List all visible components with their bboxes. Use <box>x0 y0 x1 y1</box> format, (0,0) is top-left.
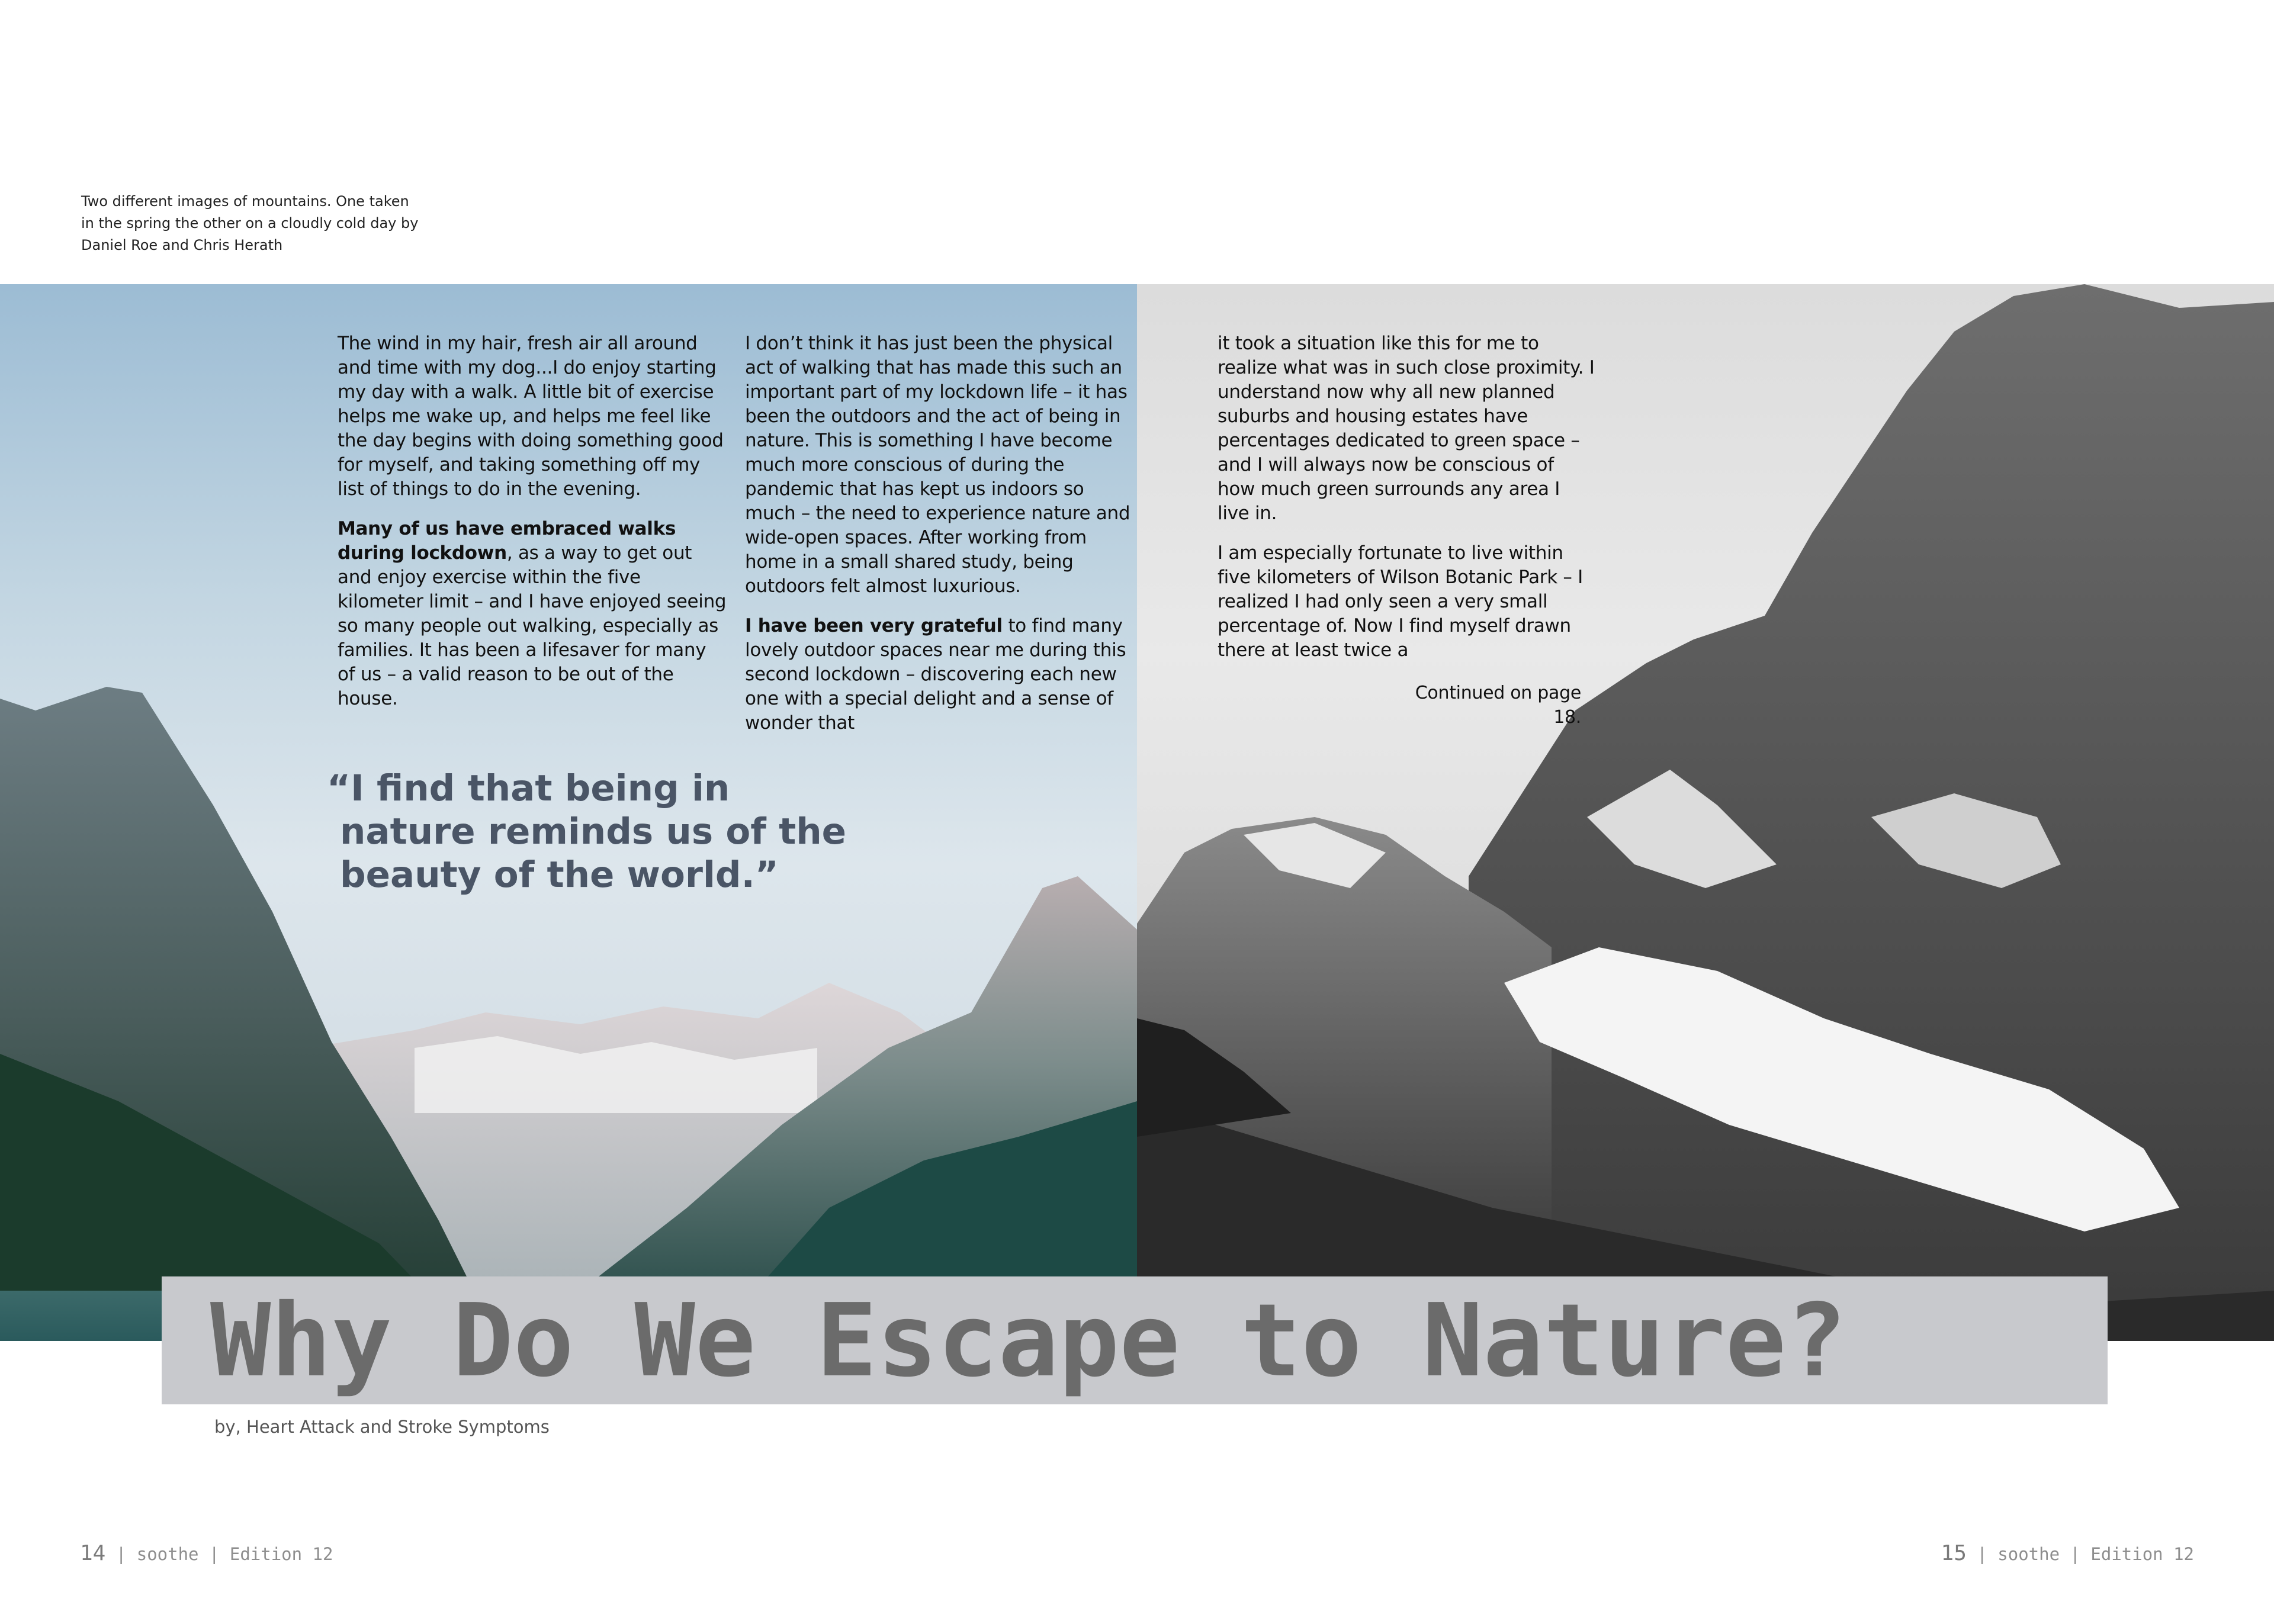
article-column-3 <box>1218 332 1597 678</box>
continued-note: Continued on page 18. <box>1415 683 1581 728</box>
byline: by, Heart Attack and Stroke Symptoms <box>214 1417 550 1437</box>
paragraph: I don’t think it has just been the physical act of walking that has made this such an important part of my lockdown life – it has been the outdoors and the act of being in nature. This is something I have become much more conscious of during the pandemic that has kept us indoors so much – the need to experience nature and wide-open spaces. After working from home in a small shared study, being outdoors felt almost luxurious. <box>745 333 1130 597</box>
article-column-1 <box>338 332 728 726</box>
paragraph: it took a situation like this for me to realize what was in such close proximity. I understand now why all new planned suburbs and housing estates have percentages dedicated to green space – and I will always now be conscious of how much green surrounds any area I live in. <box>1218 333 1595 524</box>
paragraph: The wind in my hair, fresh air all around and time with my dog...I do enjoy starting my day with a walk. A little bit of exercise helps me wake up, and helps me feel like the day begins with doing something good for myself, and taking something off my list of things to do in the evening. <box>338 333 724 500</box>
bold-lead: Many of us have embraced walks during lockdown <box>338 518 676 564</box>
paragraph: I am especially fortunate to live within five kilometers of Wilson Botanic Park – I realized I had only seen a very small percentage of. Now I find myself drawn there at least twice a <box>1218 542 1584 661</box>
page-number: 14 <box>80 1541 106 1565</box>
article-title: Why Do We Escape to Nature? <box>210 1282 1847 1400</box>
footer-meta: | soothe | Edition 12 <box>1966 1544 2194 1564</box>
caption-line: in the spring the other on a cloudly cold day by <box>81 215 419 231</box>
pull-quote-line: beauty of the world.” <box>340 854 779 896</box>
paragraph <box>745 614 1136 735</box>
page-number: 15 <box>1941 1541 1967 1565</box>
photo-caption <box>81 191 436 256</box>
bold-lead: I have been very grateful <box>745 615 1003 636</box>
pull-quote-line: nature reminds us of the <box>340 811 847 853</box>
pull-quote <box>327 767 860 896</box>
paragraph-text: to find many lovely outdoor spaces near me during this second lockdown – discovering each new one with a special delight and a sense of wonder that <box>745 615 1126 734</box>
footer-right <box>1941 1541 2194 1565</box>
pull-quote-line: “I find that being in <box>327 767 730 809</box>
footer-left <box>80 1541 333 1565</box>
paragraph-text: , as a way to get out and enjoy exercise within the five kilometer limit – and I have enjoyed seeing so many people out walking, especially as families. It has been a lifesaver for many of us – a valid reason to be out of the house. <box>338 542 727 709</box>
caption-line: Daniel Roe and Chris Herath <box>81 237 283 253</box>
caption-line: Two different images of mountains. One taken <box>81 193 409 210</box>
paragraph <box>338 517 728 711</box>
article-column-2 <box>745 332 1136 751</box>
footer-meta: | soothe | Edition 12 <box>105 1544 333 1564</box>
